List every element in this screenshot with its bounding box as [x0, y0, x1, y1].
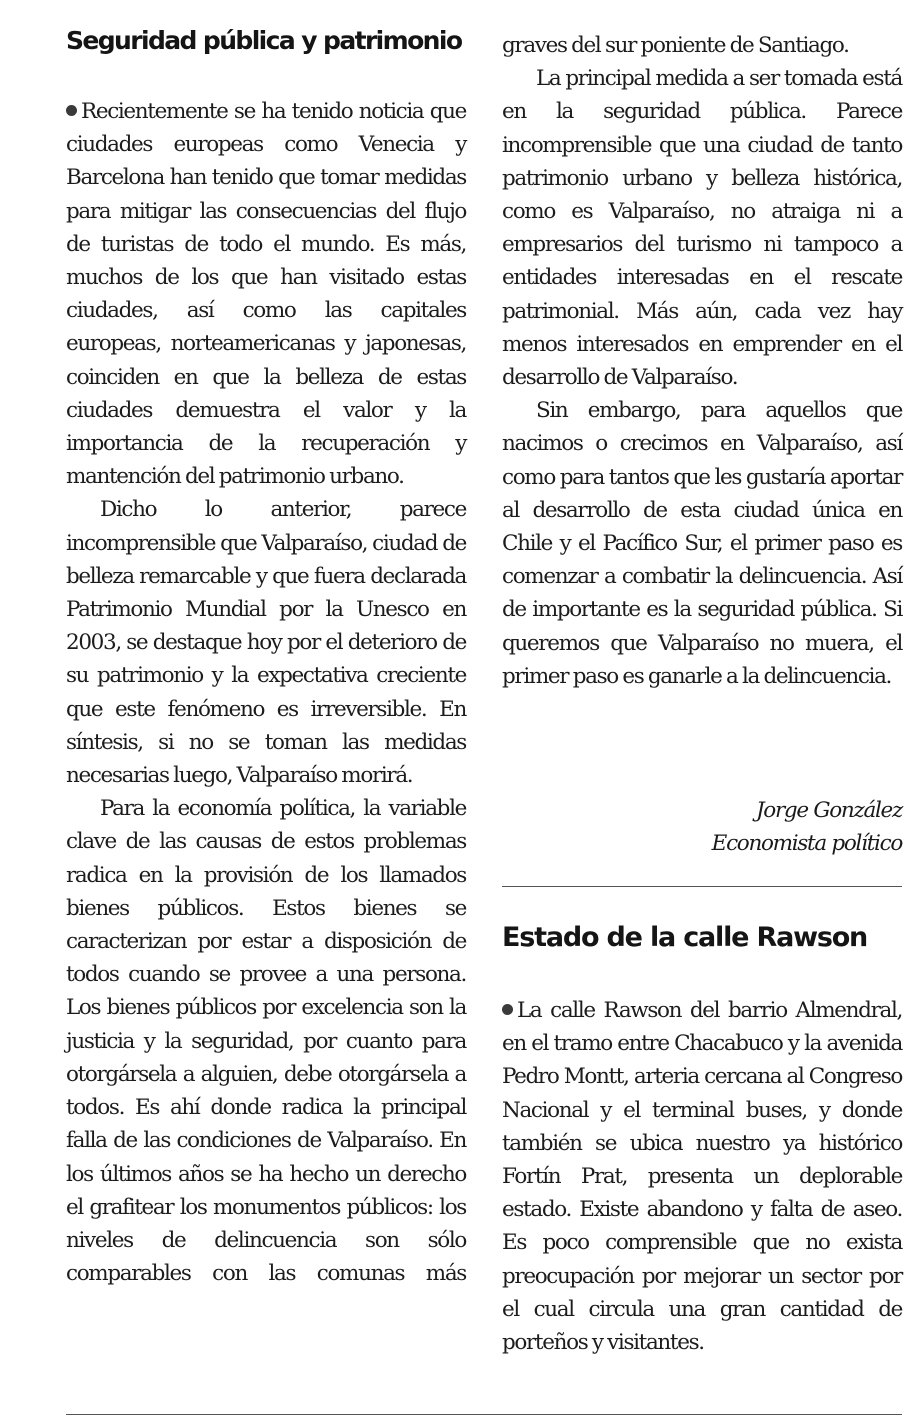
author-title: Economista político	[711, 831, 902, 856]
article-paragraph: Para la economía política, la variable clave de las causas de estos problemas radica en la provisión de los llamados bienes públicos. Estos bienes se caracterizan por estar a disposición de todos cuando se provee a una persona. Los bienes públicos por excelencia son la justicia y la seguridad, por cuanto para otorgársela a alguien, debe otorgársela a todos. Es ahí donde radica la principal falla de las condiciones de Valparaíso. En los últimos años se ha hecho un derecho el grafitear los monumentos públicos: los niveles de delincuencia son sólo comparables con las comunas más	[66, 796, 466, 1287]
article-paragraph: Dicho lo anterior, parece incomprensible que Valparaíso, ciudad de belleza remarcable y que fuera declarada Patrimonio Mundial por la Unesco en 2003, se destaque hoy por el deterioro de su patrimonio y la expectativa creciente que este fenómeno es irreversible. En síntesis, si no se toman las medidas necesarias luego, Valparaíso morirá.	[66, 497, 466, 789]
article-paragraph: Sin embargo, para aquellos que nacimos o crecimos en Valparaíso, así como para tantos que les gustaría aportar al desarrollo de esta ciudad única en Chile y el Pacífico Sur, el primer paso es comenzar a combatir la delincuencia. Así de importante es la seguridad pública. Si queremos que Valparaíso no muera, el primer paso es ganarle a la delincuencia.	[502, 398, 902, 689]
article-paragraph: La calle Rawson del barrio Almendral, en el tramo entre Chacabuco y la avenida Pedro Montt, arteria cercana al Congreso Nacional y el terminal buses, y donde también se ubica nuestro ya histórico Fortín Prat, presenta un deplorable estado. Existe abandono y falta de aseo. Es poco comprensible que no exista preocupación por mejorar un sector por el cual circula una gran cantidad de porteños y visitantes.	[502, 998, 902, 1356]
article-title-rawson: Estado de la calle Rawson	[502, 922, 868, 953]
article-paragraph: La principal medida a ser tomada está en la seguridad pública. Parece incomprensible que una ciudad de tanto patrimonio urbano y belleza histórica, como es Valparaíso, no atraiga ni a empresarios del turismo ni tampoco a entidades interesadas en el rescate patrimonial. Más aún, cada vez hay menos interesados en emprender en el desarrollo de Valparaíso.	[502, 66, 902, 391]
article-title-security: Seguridad pública y patrimonio	[66, 26, 462, 55]
page-bottom-divider	[66, 1414, 902, 1415]
bullet-icon	[502, 1004, 513, 1015]
author-name: Jorge González	[755, 798, 902, 823]
article-body-rawson	[502, 994, 902, 1359]
author-signature	[712, 794, 902, 860]
section-divider	[502, 886, 902, 887]
bullet-icon	[66, 105, 77, 116]
article-body-security-part1	[66, 95, 466, 1290]
article-paragraph: Recientemente se ha tenido noticia que ciudades europeas como Venecia y Barcelona han tenido que tomar medidas para mitigar las consecuencias del flujo de turistas de todo el mundo. Es más, muchos de los que han visitado estas ciudades, así como las capitales europeas, norteamericanas y japonesas, coinciden en que la belleza de estas ciudades demuestra el valor y la importancia de la recuperación y mantención del patrimonio urbano.	[66, 99, 466, 490]
article-paragraph-continued: graves del sur poniente de Santiago.	[502, 33, 849, 58]
article-body-security-part2	[502, 29, 902, 693]
